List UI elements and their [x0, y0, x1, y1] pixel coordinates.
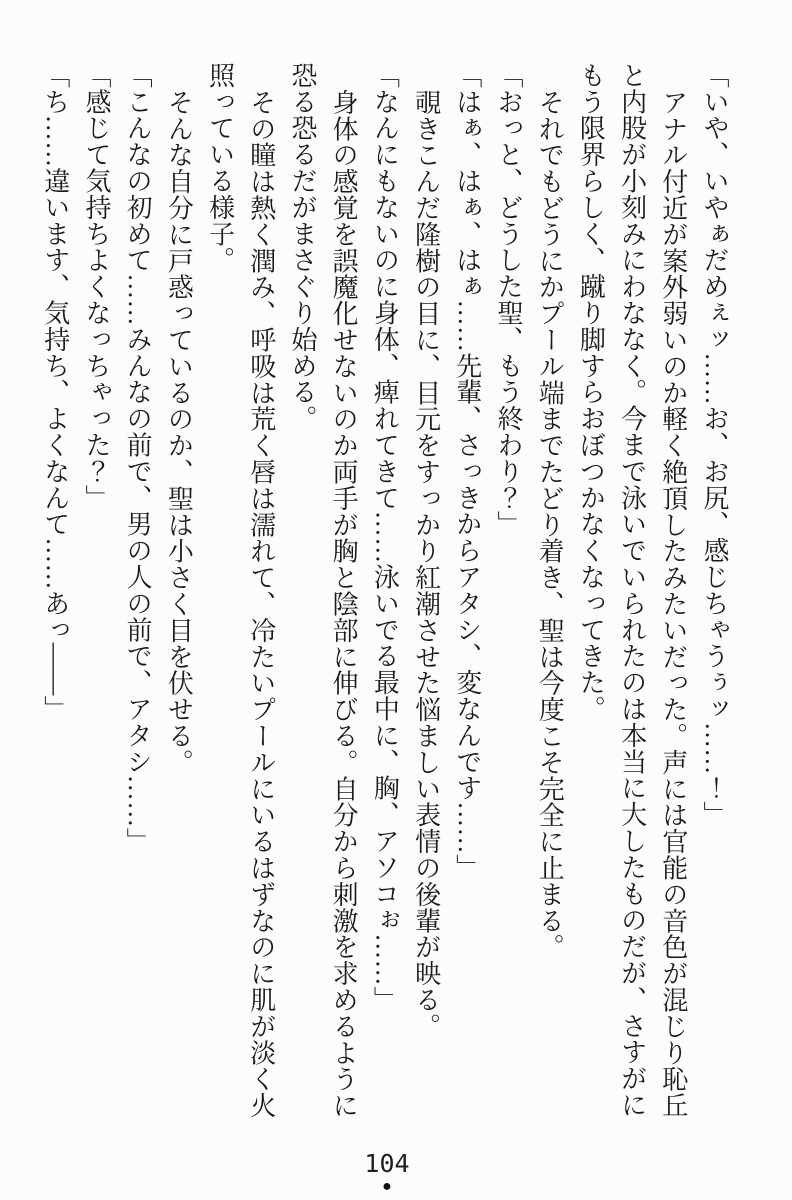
text-column: アナル付近が案外弱いのか軽く絶頂したみたいだった。声には官能の音色が混じり恥丘	[658, 89, 688, 1119]
page-footer	[0, 1150, 792, 1195]
text-column: 「はぁ、はぁ、はぁ……先輩、さっきからアタシ、変なんです……」	[452, 62, 482, 881]
text-block	[35, 62, 735, 1119]
text-column: 「こんなの初めて……みんなの前で、男の人の前で、アタシ……」	[123, 62, 153, 854]
text-column: 「なんにもないのに身体、痺れてきて……泳いでる最中に、胸、アソコぉ……」	[370, 62, 400, 1013]
text-column: 「おっと、どうした聖、もう終わり？」	[493, 62, 523, 538]
text-column: 「いや、いやぁだめぇッ……お、お尻、感じちゃうぅッ……！」	[700, 62, 729, 828]
text-column: そんな自分に戸惑っているのか、聖は小さく目を伏せる。	[164, 89, 194, 776]
page-number: 104	[364, 1149, 410, 1178]
text-column: その瞳は熱く潤み、呼吸は荒く唇は濡れて、冷たいプールにいるはずなのに肌が淡く火	[246, 89, 276, 1119]
text-column: それでもどうにかプール端までたどり着き、聖は今度こそ完全に止まる。	[535, 89, 565, 961]
text-column: 恐る恐るだがまさぐり始める。	[287, 62, 317, 432]
text-column: 覗きこんだ隆樹の目に、目元をすっかり紅潮させた悩ましい表情の後輩が映る。	[411, 89, 441, 1040]
text-column: と内股が小刻みにわななく。今まで泳いでいられたのは本当に大したものだが、さすがに	[617, 62, 647, 1118]
text-column: 照っている様子。	[205, 62, 235, 274]
section-bullet-icon: ●	[382, 1178, 392, 1195]
text-column: 身体の感覚を誤魔化せないのか両手が胸と陰部に伸びる。自分から刺激を求めるように	[329, 89, 359, 1119]
text-column: もう限界らしく、蹴り脚すらおぼつかなくなってきた。	[576, 62, 606, 722]
text-column: 「ち……違います、気持ち、よくなんて……あっ――」	[40, 62, 70, 722]
text-column: 「感じて気持ちよくなっちゃった？」	[81, 62, 111, 511]
